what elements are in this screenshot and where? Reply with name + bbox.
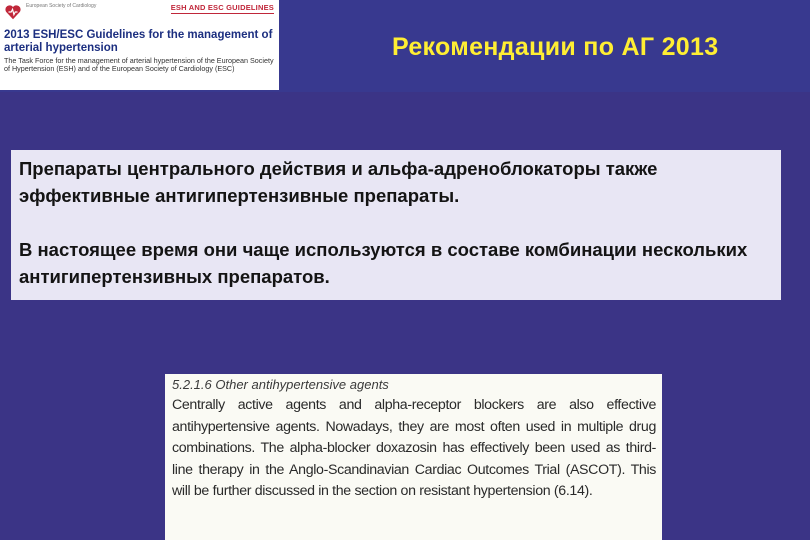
guideline-title: 2013 ESH/ESC Guidelines for the management of arterial hypertension xyxy=(4,29,273,54)
excerpt-body: Centrally active agents and alpha-receptor blockers are also effective antihypertensive agents. Nowadays, they are most often used in multiple drug combinations. The alpha-blocker doxazosin has effectively been used as third-line therapy in the Anglo-Scandinavian Cardiac Outcomes Trial (ASCOT). This will be further discussed in the section on resistant hypertension (6.14). xyxy=(172,397,656,500)
logo-row xyxy=(4,3,274,23)
heart-icon xyxy=(4,3,22,21)
guidelines-tag: ESH AND ESC GUIDELINES xyxy=(170,3,274,12)
guideline-excerpt-image xyxy=(165,374,662,540)
excerpt-heading: 5.2.1.6 Other antihypertensive agents xyxy=(172,377,389,392)
guideline-cover-image xyxy=(0,0,279,90)
summary-box xyxy=(11,150,781,300)
summary-paragraph-1: Препараты центрального действия и альфа-адреноблокаторы также эффективные антигипертензивные препараты. xyxy=(19,158,658,206)
guideline-subtitle: The Task Force for the management of arterial hypertension of the European Society of Hypertension (ESH) and of the European Society of Cardiology (ESC) xyxy=(4,56,274,74)
org-text: European Society of Cardiology xyxy=(26,3,97,9)
summary-paragraph-2: В настоящее время они чаще используются в составе комбинации нескольких антигипертензивных препаратов. xyxy=(19,239,748,287)
slide-title: Рекомендации по АГ 2013 xyxy=(392,33,719,61)
